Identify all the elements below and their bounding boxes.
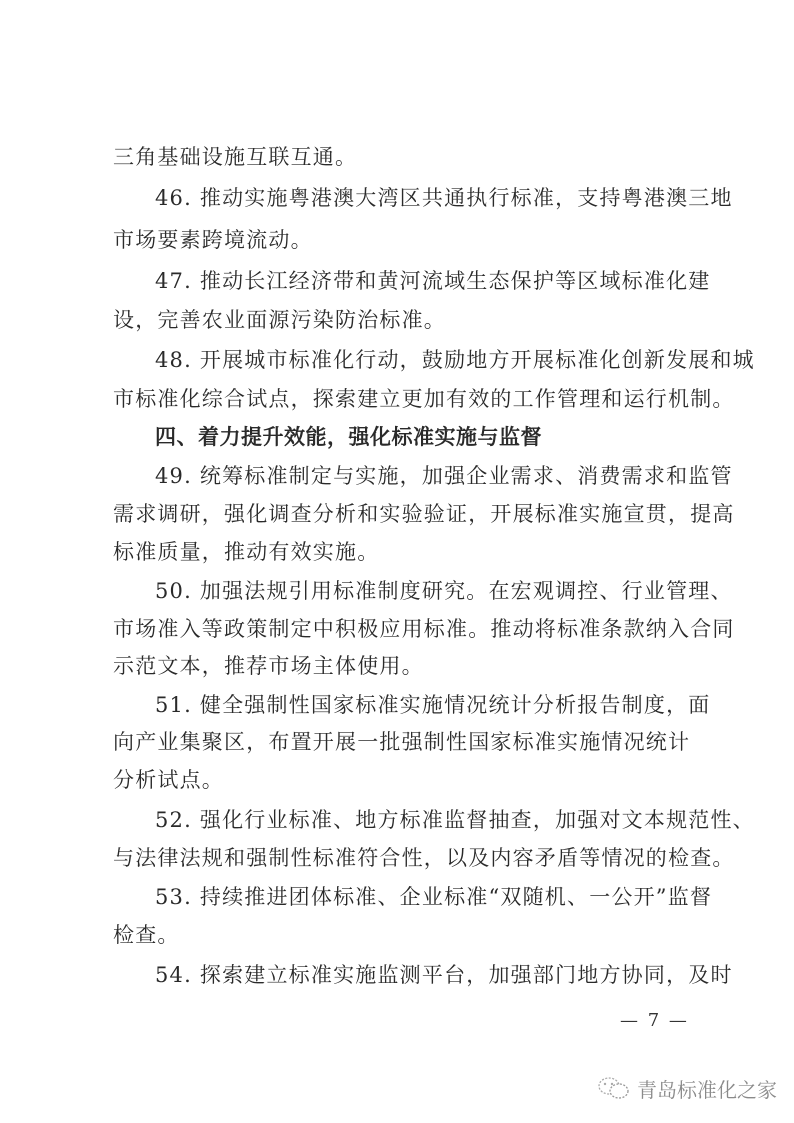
wechat-icon bbox=[597, 1076, 631, 1100]
section-heading: 四、着力提升效能，强化标准实施与监督 bbox=[155, 424, 542, 449]
text-line: 市场要素跨境流动。 bbox=[113, 228, 313, 252]
text-line: 47. 推动长江经济带和黄河流域生态保护等区域标准化建 bbox=[155, 269, 711, 293]
text-line: 设，完善农业面源污染防治标准。 bbox=[113, 308, 446, 332]
text-line: 检查。 bbox=[113, 923, 180, 947]
text-line: 示范文本，推荐市场主体使用。 bbox=[113, 654, 424, 678]
text-line: 52. 强化行业标准、地方标准监督抽查，加强对文本规范性、 bbox=[155, 808, 755, 832]
text-line: 向产业集聚区，布置开展一批强制性国家标准实施情况统计 bbox=[113, 730, 691, 754]
text-line: 标准质量，推动有效实施。 bbox=[113, 540, 380, 564]
text-line: 与法律法规和强制性标准符合性，以及内容矛盾等情况的检查。 bbox=[113, 846, 735, 870]
text-line: 48. 开展城市标准化行动，鼓励地方开展标准化创新发展和城 bbox=[155, 348, 755, 372]
text-line: 50. 加强法规引用标准制度研究。在宏观调控、行业管理、 bbox=[155, 579, 733, 603]
page-number: — 7 — bbox=[620, 1010, 689, 1031]
text-line: 市标准化综合试点，探索建立更加有效的工作管理和运行机制。 bbox=[113, 387, 735, 411]
text-line: 三角基础设施互联互通。 bbox=[113, 145, 358, 169]
text-line: 需求调研，强化调查分析和实验验证，开展标准实施宣贯，提高 bbox=[113, 502, 735, 526]
text-line: 分析试点。 bbox=[113, 768, 224, 792]
watermark-text: 青岛标准化之家 bbox=[637, 1077, 777, 1102]
watermark bbox=[597, 1075, 777, 1101]
text-line: 46. 推动实施粤港澳大湾区共通执行标准，支持粤港澳三地 bbox=[155, 186, 733, 210]
text-line: 市场准入等政策制定中积极应用标准。推动将标准条款纳入合同 bbox=[113, 617, 735, 641]
text-line: 53. 持续推进团体标准、企业标准“双随机、一公开”监督 bbox=[155, 885, 713, 909]
text-line: 51. 健全强制性国家标准实施情况统计分析报告制度，面 bbox=[155, 693, 711, 717]
text-line: 49. 统筹标准制定与实施，加强企业需求、消费需求和监管 bbox=[155, 464, 733, 488]
text-line: 54. 探索建立标准实施监测平台，加强部门地方协同，及时 bbox=[155, 963, 733, 987]
